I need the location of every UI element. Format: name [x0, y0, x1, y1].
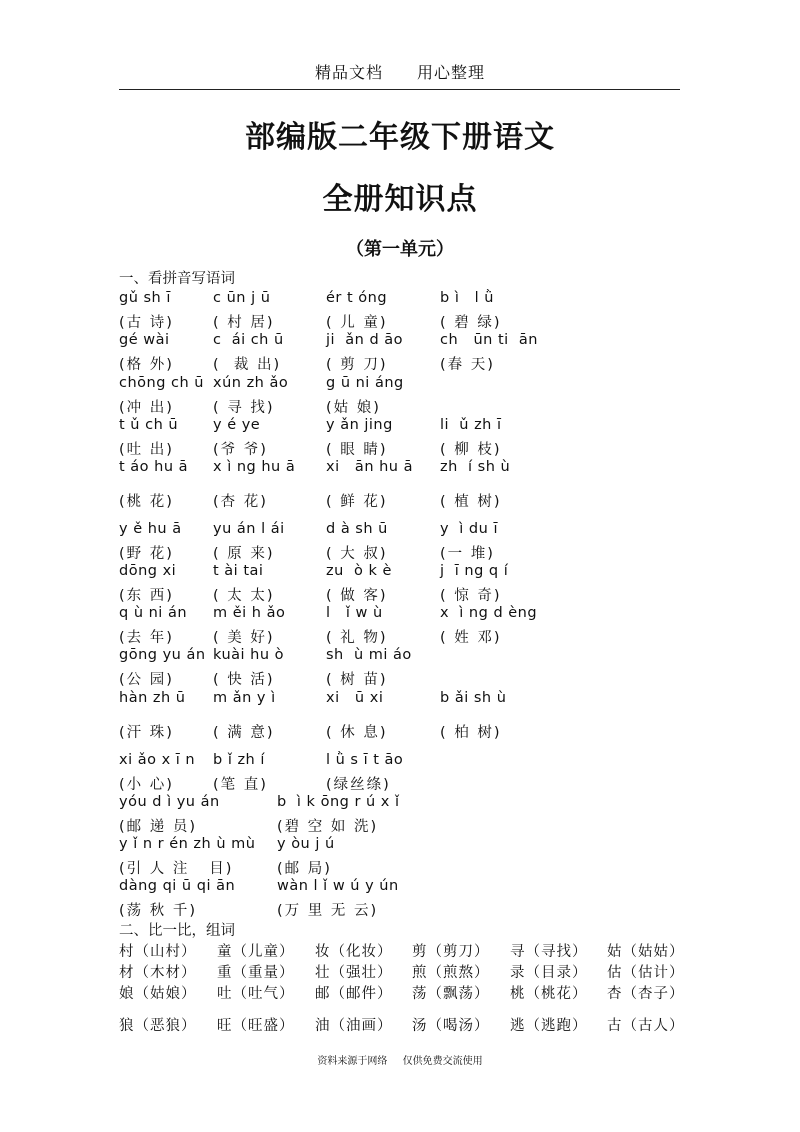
compare-cell: 杏（杏子）	[607, 986, 685, 1002]
word-row	[0, 815, 800, 835]
compare-row	[0, 1014, 800, 1034]
word-cell: ( 太 太)	[213, 588, 275, 604]
word-cell: ( 树 苗)	[326, 672, 388, 688]
compare-cell: 娘（姑娘）	[119, 986, 197, 1002]
compare-cell: 油（油画）	[315, 1018, 393, 1034]
pinyin-cell: sh ù mi áo	[326, 647, 412, 663]
compare-row	[0, 982, 800, 1002]
word-row	[0, 773, 800, 793]
word-row	[0, 353, 800, 373]
word-cell: ( 姓 邓)	[440, 630, 502, 646]
word-cell: ( 寻 找)	[213, 400, 275, 416]
word-cell: ( 礼 物)	[326, 630, 388, 646]
word-cell: (邮 局)	[277, 861, 332, 877]
pinyin-cell: t ǔ ch ū	[119, 417, 179, 433]
compare-cell: 逃（逃跑）	[510, 1018, 588, 1034]
word-cell: (去 年)	[119, 630, 174, 646]
pinyin-cell: c ūn j ū	[213, 290, 271, 306]
pinyin-cell: wàn l ǐ w ú y ún	[277, 878, 399, 894]
word-cell: (小 心)	[119, 777, 174, 793]
word-cell: ( 休 息)	[326, 725, 388, 741]
compare-cell: 估（估计）	[607, 965, 685, 981]
pinyin-row	[0, 563, 800, 583]
word-row	[0, 396, 800, 416]
pinyin-cell: hàn zh ū	[119, 690, 186, 706]
word-row	[0, 438, 800, 458]
word-cell: (爷 爷)	[213, 442, 268, 458]
word-cell: ( 柏 树)	[440, 725, 502, 741]
compare-cell: 旺（旺盛）	[217, 1018, 295, 1034]
word-cell: ( 柳 枝)	[440, 442, 502, 458]
pinyin-cell: b ǐ zh í	[213, 752, 265, 768]
word-cell: (一 堆)	[440, 546, 495, 562]
pinyin-cell: yu án l ái	[213, 521, 285, 537]
word-cell: (姑 娘)	[326, 400, 381, 416]
pinyin-cell: dōng xi	[119, 563, 177, 579]
pinyin-cell: t áo hu ā	[119, 459, 189, 475]
word-cell: ( 鲜 花)	[326, 494, 388, 510]
pinyin-row	[0, 332, 800, 352]
word-row	[0, 490, 800, 510]
pinyin-cell: ji ǎn d āo	[326, 332, 404, 348]
word-cell: ( 满 意)	[213, 725, 275, 741]
word-cell: ( 剪 刀)	[326, 357, 388, 373]
document-subtitle: 全册知识点	[322, 182, 478, 217]
compare-cell: 狼（恶狼）	[119, 1018, 197, 1034]
word-cell: ( 眼 睛)	[326, 442, 388, 458]
pinyin-cell: l ǐ w ù	[326, 605, 383, 621]
pinyin-cell: xi ū xi	[326, 690, 384, 706]
pinyin-cell: l ǜ s ī t āo	[326, 752, 404, 768]
word-cell: (冲 出)	[119, 400, 174, 416]
word-row	[0, 584, 800, 604]
word-cell: ( 植 树)	[440, 494, 502, 510]
pinyin-cell: j ī ng q í	[440, 563, 509, 579]
pinyin-cell: zh í sh ù	[440, 459, 511, 475]
pinyin-cell: xi ǎo x ī n	[119, 752, 196, 768]
word-cell: ( 大 叔)	[326, 546, 388, 562]
compare-cell: 重（重量）	[217, 965, 295, 981]
compare-cell: 吐（吐气）	[217, 986, 295, 1002]
word-row	[0, 857, 800, 877]
footer-right-text: 仅供免费交流使用	[402, 1056, 483, 1067]
word-cell: ( 惊 奇)	[440, 588, 502, 604]
header-left-text: 精品文档	[314, 63, 383, 82]
word-cell: (邮 递 员)	[119, 819, 198, 835]
pinyin-cell: xi ān hu ā	[326, 459, 413, 475]
pinyin-cell: kuài hu ò	[213, 647, 285, 663]
compare-cell: 桃（桃花）	[510, 986, 588, 1002]
word-row	[0, 721, 800, 741]
word-cell: (东 西)	[119, 588, 174, 604]
compare-cell: 寻（寻找）	[510, 944, 588, 960]
compare-cell: 煎（煎熬）	[412, 965, 490, 981]
word-cell: ( 村 居)	[213, 315, 275, 331]
compare-cell: 剪（剪刀）	[412, 944, 490, 960]
pinyin-cell: b ì k ōng r ú x ǐ	[277, 794, 400, 810]
word-cell: ( 儿 童)	[326, 315, 388, 331]
pinyin-row	[0, 690, 800, 710]
pinyin-cell: m ǎn y ì	[213, 690, 276, 706]
compare-cell: 古（古人）	[607, 1018, 685, 1034]
word-row	[0, 626, 800, 646]
pinyin-cell: yóu d ì yu án	[119, 794, 220, 810]
pinyin-row	[0, 836, 800, 856]
word-cell: ( 美 好)	[213, 630, 275, 646]
footer-left-text: 资料来源于网络	[317, 1056, 388, 1067]
word-cell: ( 裁 出)	[213, 357, 282, 373]
compare-cell: 妆（化妆）	[315, 944, 393, 960]
document-title: 部编版二年级下册语文	[245, 120, 555, 155]
pinyin-cell: xún zh ǎo	[213, 375, 289, 391]
page-header	[0, 60, 800, 83]
pinyin-cell: q ù ni án	[119, 605, 188, 621]
word-cell: (绿丝绦)	[326, 777, 391, 793]
section2-heading: 二、比一比，组词	[119, 923, 235, 939]
pinyin-cell: y ǐ n r én zh ù mù	[119, 836, 256, 852]
word-cell: (万 里 无 云)	[277, 903, 379, 919]
pinyin-cell: gǔ sh ī	[119, 290, 171, 306]
pinyin-row	[0, 375, 800, 395]
compare-cell: 邮（邮件）	[315, 986, 393, 1002]
pinyin-cell: gé wài	[119, 332, 170, 348]
compare-cell: 姑（姑姑）	[607, 944, 685, 960]
compare-cell: 材（木材）	[119, 965, 197, 981]
pinyin-cell: y ì du ī	[440, 521, 498, 537]
word-cell: (引 人 注 目)	[119, 861, 234, 877]
pinyin-row	[0, 752, 800, 772]
header-right-text: 用心整理	[417, 63, 486, 82]
word-row	[0, 668, 800, 688]
compare-cell: 录（目录）	[510, 965, 588, 981]
section1-heading: 一、看拼音写语词	[119, 271, 235, 287]
pinyin-row	[0, 521, 800, 541]
word-cell: (春 天)	[440, 357, 495, 373]
word-row	[0, 311, 800, 331]
pinyin-row	[0, 647, 800, 667]
pinyin-cell: li ǔ zh ī	[440, 417, 502, 433]
word-row	[0, 542, 800, 562]
pinyin-row	[0, 290, 800, 310]
pinyin-cell: ch ūn ti ān	[440, 332, 538, 348]
pinyin-cell: y ě hu ā	[119, 521, 182, 537]
word-cell: (格 外)	[119, 357, 174, 373]
compare-cell: 荡（飘荡）	[412, 986, 490, 1002]
pinyin-row	[0, 417, 800, 437]
pinyin-cell: y òu j ú	[277, 836, 335, 852]
pinyin-cell: gōng yu án	[119, 647, 206, 663]
word-cell: ( 快 活)	[213, 672, 275, 688]
word-cell: ( 碧 绿)	[440, 315, 502, 331]
word-cell: (汗 珠)	[119, 725, 174, 741]
compare-cell: 童（儿童）	[217, 944, 295, 960]
pinyin-cell: ér t óng	[326, 290, 388, 306]
pinyin-row	[0, 794, 800, 814]
unit-heading: （第一单元）	[346, 239, 454, 260]
word-row	[0, 899, 800, 919]
word-cell: (碧 空 如 洗)	[277, 819, 379, 835]
word-cell: (野 花)	[119, 546, 174, 562]
pinyin-cell: y é ye	[213, 417, 261, 433]
pinyin-cell: d à sh ū	[326, 521, 388, 537]
word-cell: ( 原 来)	[213, 546, 275, 562]
pinyin-cell: x ì ng d èng	[440, 605, 538, 621]
pinyin-cell: b ǎi sh ù	[440, 690, 507, 706]
pinyin-row	[0, 459, 800, 479]
pinyin-row	[0, 605, 800, 625]
pinyin-cell: b ì l ǜ	[440, 290, 494, 306]
pinyin-cell: x ì ng hu ā	[213, 459, 296, 475]
pinyin-cell: chōng ch ū	[119, 375, 204, 391]
compare-cell: 壮（强壮）	[315, 965, 393, 981]
word-cell: (古 诗)	[119, 315, 174, 331]
page-footer	[0, 1052, 800, 1067]
word-cell: (荡 秋 千)	[119, 903, 198, 919]
pinyin-cell: m ěi h ǎo	[213, 605, 286, 621]
pinyin-row	[0, 878, 800, 898]
word-cell: (笔 直)	[213, 777, 268, 793]
word-cell: (公 园)	[119, 672, 174, 688]
pinyin-cell: y ǎn jing	[326, 417, 393, 433]
compare-row	[0, 961, 800, 981]
pinyin-cell: c ái ch ū	[213, 332, 284, 348]
header-divider	[119, 89, 680, 90]
compare-row	[0, 940, 800, 960]
word-cell: (杏 花)	[213, 494, 268, 510]
pinyin-cell: dàng qi ū qi ān	[119, 878, 236, 894]
pinyin-cell: t ài tai	[213, 563, 264, 579]
pinyin-cell: zu ò k è	[326, 563, 392, 579]
word-cell: ( 做 客)	[326, 588, 388, 604]
word-cell: (桃 花)	[119, 494, 174, 510]
word-cell: (吐 出)	[119, 442, 174, 458]
compare-cell: 汤（喝汤）	[412, 1018, 490, 1034]
compare-cell: 村（山村）	[119, 944, 197, 960]
pinyin-cell: g ū ni áng	[326, 375, 404, 391]
